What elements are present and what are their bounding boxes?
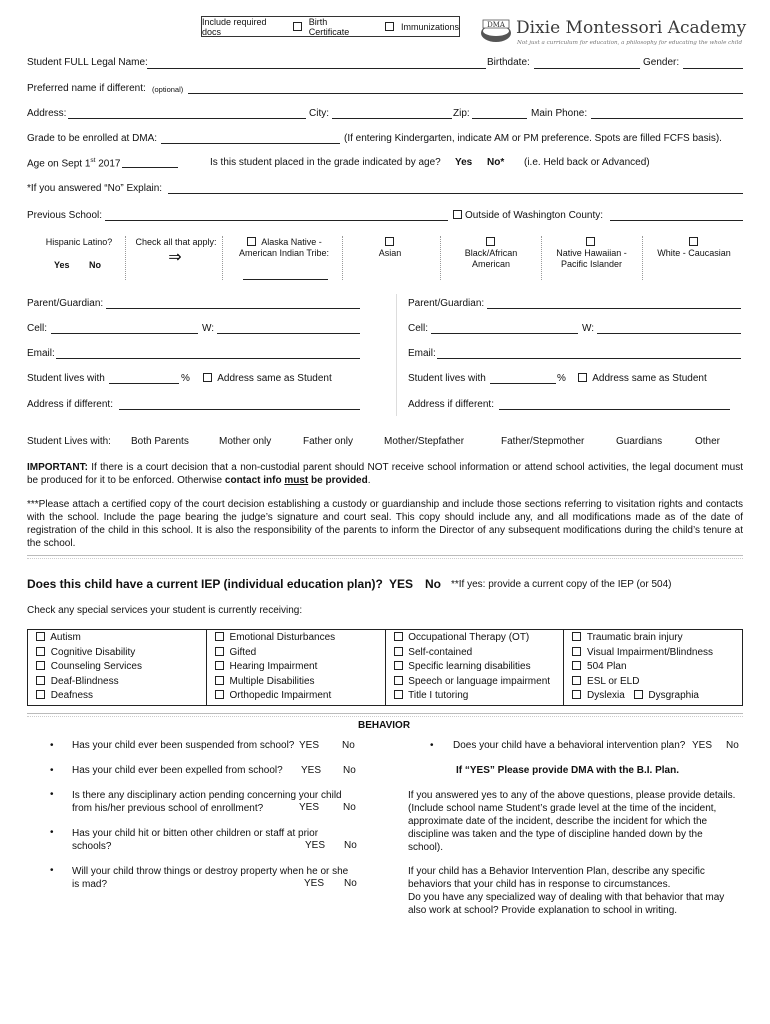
suspended-no-option[interactable]: No [342,740,355,751]
hit-question: Has your child hit or bitten other children or staff at prior schools? [72,828,319,852]
eth-divider [440,236,441,280]
preferred-name-label: Preferred name if different: [27,83,146,94]
eth-divider [222,236,223,280]
preferred-name-field[interactable] [188,93,743,94]
bullet-icon: • [50,827,54,838]
eth-divider [642,236,643,280]
placed-note: (i.e. Held back or Advanced) [524,157,650,168]
city-label: City: [309,108,329,119]
hispanic-yes-option[interactable]: Yes [54,260,70,270]
important-notice: IMPORTANT: If there is a court decision that a non-custodial parent should NOT receive school information or attend school activities, the legal document must be produced for it to be enforced. Otherwise contact info must be provided. [27,462,744,486]
asian-option[interactable]: Asian [345,237,435,259]
parent1-lives-with-field[interactable] [109,383,179,384]
iep-question: Does this child have a current IEP (individual education plan)? [27,577,383,591]
court-document-notice: ***Please attach a certified copy of the court decision establishing a custody or guardianship and include those sections referring to visitation rights and contacts with the school. Include the page bearing the judge’s signature and court seal. This copy should include any, and all modifications made as of the date of registration of the child in this school. It is also the responsibility of the parents to inform the Director of any subsequent modifications during the child’s tenure at the school. [27,499,743,549]
suspended-yes-option[interactable]: YES [299,740,320,751]
full-name-field[interactable] [147,68,486,69]
age-field[interactable] [122,167,178,168]
parent1-email-label: Email: [27,348,55,359]
lives-with-option[interactable]: Mother only [219,436,272,447]
lives-with-option[interactable]: Both Parents [131,436,189,447]
parent1-guardian-field[interactable] [106,308,360,309]
age-label: Age on Sept 1st 2017 [27,157,121,170]
hispanic-no-option[interactable]: No [89,260,101,270]
parent1-cell-field[interactable] [51,333,198,334]
services-column [385,630,564,706]
service-option[interactable]: Title I tutoring [393,689,560,704]
disciplinary-question: Is there any disciplinary action pending concerning your child from his/her previous school of enrollment? [72,790,342,814]
dma-badge: DMA [487,21,505,29]
lives-with-option[interactable]: Other [695,436,721,447]
placed-yes-option[interactable]: Yes [455,157,473,168]
parent2-address-same: Address same as Student [577,373,707,384]
asian-checkbox[interactable] [385,237,394,246]
birth-certificate-label: Birth Certificate [308,16,350,37]
white-caucasian-option[interactable]: White - Caucasian [645,237,743,259]
service-option[interactable]: Emotional Disturbances [214,631,381,646]
service-option[interactable]: Self-contained [393,646,560,661]
throw-yes-option[interactable]: YES [304,878,325,889]
iep-note: **If yes: provide a current copy of the IEP (or 504) [451,579,672,590]
parent1-percent: % [181,373,190,384]
parent1-address-diff-label: Address if different: [27,399,113,410]
parent1-cell-label: Cell: [27,323,48,334]
services-column [206,630,385,706]
throw-question: Will your child throw things or destroy property when he or she is mad? [72,866,349,890]
parents-divider [396,294,397,416]
parent1-address-same: Address same as Student [202,373,332,384]
grade-field[interactable] [161,143,340,144]
dma-logo [479,18,747,46]
hispanic-label: Hispanic Latino? [45,237,113,247]
parent1-address-same-checkbox[interactable] [203,373,212,382]
parent2-cell-field[interactable] [431,333,578,334]
services-column [564,630,743,706]
school-tagline: Not just a curriculum for education, a philosophy for educating the whole child [517,40,743,46]
placed-no-option[interactable]: No* [487,157,505,168]
hit-no-option[interactable]: No [344,840,357,851]
birthdate-field[interactable] [534,68,640,69]
parent1-address-diff-field[interactable] [119,409,360,410]
service-option[interactable]: Cognitive Disability [35,646,202,661]
suspended-question: Has your child ever been suspended from school? [72,740,295,751]
service-option[interactable]: Counseling Services [35,660,202,675]
bullet-icon: • [50,789,54,800]
bip-no-option[interactable]: No [726,740,739,751]
expelled-question: Has your child ever been expelled from school? [72,765,283,776]
iep-no-option[interactable]: No [425,577,441,591]
bip-instructions: If your child has a Behavior Intervention Plan, describe any specific behaviors that your child has in response to circumstances. Do you have any specialized way of dealing with that behavior that may also work at school? Provide explanation to school in writing. [408,866,725,916]
gender-label: Gender: [643,57,680,68]
main-phone-field[interactable] [591,118,743,119]
black-african-american-checkbox[interactable] [486,237,495,246]
immunizations-label: Immunizations [400,21,459,32]
section-divider [27,713,743,717]
city-field[interactable] [332,118,452,119]
alaska-native-option[interactable]: Alaska Native - American Indian Tribe: [238,237,330,258]
birthdate-label: Birthdate: [487,57,530,68]
parent2-guardian-label: Parent/Guardian: [408,298,485,309]
required-docs-box [201,16,460,37]
service-option[interactable]: Hearing Impairment [214,660,381,675]
iep-yes-option[interactable]: YES [389,577,414,591]
lives-with-option[interactable]: Mother/Stepfather [384,436,465,447]
services-label: Check any special services your student is currently receiving: [27,605,303,616]
parent2-address-diff-label: Address if different: [408,399,494,410]
placed-question: Is this student placed in the grade indicated by age? [210,157,441,168]
service-option[interactable]: Autism [35,631,202,646]
preferred-optional-note: (optional) [152,85,184,94]
parent2-cell-label: Cell: [408,323,429,334]
school-name: Dixie Montessori Academy [516,18,747,38]
native-hawaiian-checkbox[interactable] [586,237,595,246]
tribe-field[interactable] [243,279,328,280]
parent2-work-field[interactable] [597,333,741,334]
parent2-email-label: Email: [408,348,436,359]
services-column [28,630,207,706]
zip-label: Zip: [453,108,470,119]
service-option[interactable]: Gifted [214,646,381,661]
service-option[interactable]: Specific learning disabilities [393,660,560,675]
parent1-guardian-label: Parent/Guardian: [27,298,104,309]
explain-field[interactable] [168,193,743,194]
outside-county-checkbox[interactable] [453,210,462,219]
parent2-email-field[interactable] [437,358,741,359]
kindergarten-note: (If entering Kindergarten, indicate AM or PM preference. Spots are filled FCFS basis). [344,133,722,144]
service-option[interactable]: Multiple Disabilities [214,675,381,690]
throw-no-option[interactable]: No [344,878,357,889]
previous-school-field[interactable] [105,220,448,221]
service-option[interactable]: Occupational Therapy (OT) [393,631,560,646]
bullet-icon: • [50,740,54,751]
outside-county: Outside of Washington County: [452,210,603,221]
lives-with-option[interactable]: Guardians [616,436,663,447]
section-divider [27,555,743,559]
full-name-label: Student FULL Legal Name: [27,57,148,68]
gender-field[interactable] [683,68,743,69]
expelled-yes-option[interactable]: YES [301,765,322,776]
service-option[interactable]: ESL or ELD [571,675,738,690]
bullet-icon: • [50,865,54,876]
eth-divider [125,236,126,280]
parent2-guardian-field[interactable] [487,308,741,309]
lives-with-label: Student Lives with: [27,436,111,447]
service-option[interactable]: Deaf-Blindness [35,675,202,690]
parent1-email-field[interactable] [56,358,360,359]
bip-question: Does your child have a behavioral intervention plan? [453,740,686,751]
grade-label: Grade to be enrolled at DMA: [27,133,158,144]
eth-divider [342,236,343,280]
immunizations-checkbox[interactable] [385,22,394,31]
parent2-percent: % [557,373,566,384]
outside-county-field[interactable] [610,220,743,221]
required-docs-label: Include required docs [202,16,267,37]
bip-yes-option[interactable]: YES [692,740,713,751]
parent1-lives-with-label: Student lives with [27,373,105,384]
previous-school-label: Previous School: [27,210,103,221]
check-all-label: Check all that apply: [135,237,217,247]
birth-certificate-checkbox[interactable] [293,22,302,31]
special-services-table [27,629,743,706]
lives-with-option[interactable]: Father only [303,436,354,447]
service-option[interactable]: Traumatic brain injury [571,631,738,646]
address-label: Address: [27,108,67,119]
hit-yes-option[interactable]: YES [305,840,326,851]
parent2-address-diff-field[interactable] [499,409,730,410]
behavior-title: BEHAVIOR [358,720,411,731]
service-option[interactable]: Visual Impairment/Blindness [571,646,738,661]
parent1-work-label: W: [202,323,215,334]
bullet-icon: • [50,765,54,776]
disciplinary-yes-option[interactable]: YES [299,802,320,813]
service-option[interactable]: Dyslexia Dysgraphia [571,689,738,704]
eth-divider [541,236,542,280]
expelled-no-option[interactable]: No [343,765,356,776]
service-option[interactable]: Speech or language impairment [393,675,560,690]
service-option[interactable]: 504 Plan [571,660,738,675]
zip-field[interactable] [472,118,527,119]
parent1-work-field[interactable] [217,333,360,334]
parent2-lives-with-label: Student lives with [408,373,486,384]
service-option[interactable]: Deafness [35,689,202,704]
parent2-work-label: W: [582,323,595,334]
details-instructions: If you answered yes to any of the above questions, please provide details. (Include school name Student’s grade level at the time of the incident, approximate date of the incident, describe the incident for which the discipline was taken and the type of discipline handed down by the school). [408,790,736,853]
parent2-address-same-checkbox[interactable] [578,373,587,382]
lives-with-option[interactable]: Father/Stepmother [501,436,585,447]
service-option[interactable]: Orthopedic Impairment [214,689,381,704]
main-phone-label: Main Phone: [531,108,588,119]
arrow-icon: ⇒ [168,249,182,266]
alaska-native-checkbox[interactable] [247,237,256,246]
bip-note: If “YES” Please provide DMA with the B.I. Plan. [456,765,680,776]
explain-label: *If you answered “No” Explain: [27,183,163,194]
white-caucasian-checkbox[interactable] [689,237,698,246]
dma-logo-icon [479,18,515,44]
black-african-american-option[interactable]: Black/African American [445,237,537,270]
disciplinary-no-option[interactable]: No [343,802,356,813]
native-hawaiian-option[interactable]: Native Hawaiian - Pacific Islander [545,237,638,270]
address-field[interactable] [68,118,306,119]
bullet-icon: • [430,740,434,751]
parent2-lives-with-field[interactable] [490,383,556,384]
